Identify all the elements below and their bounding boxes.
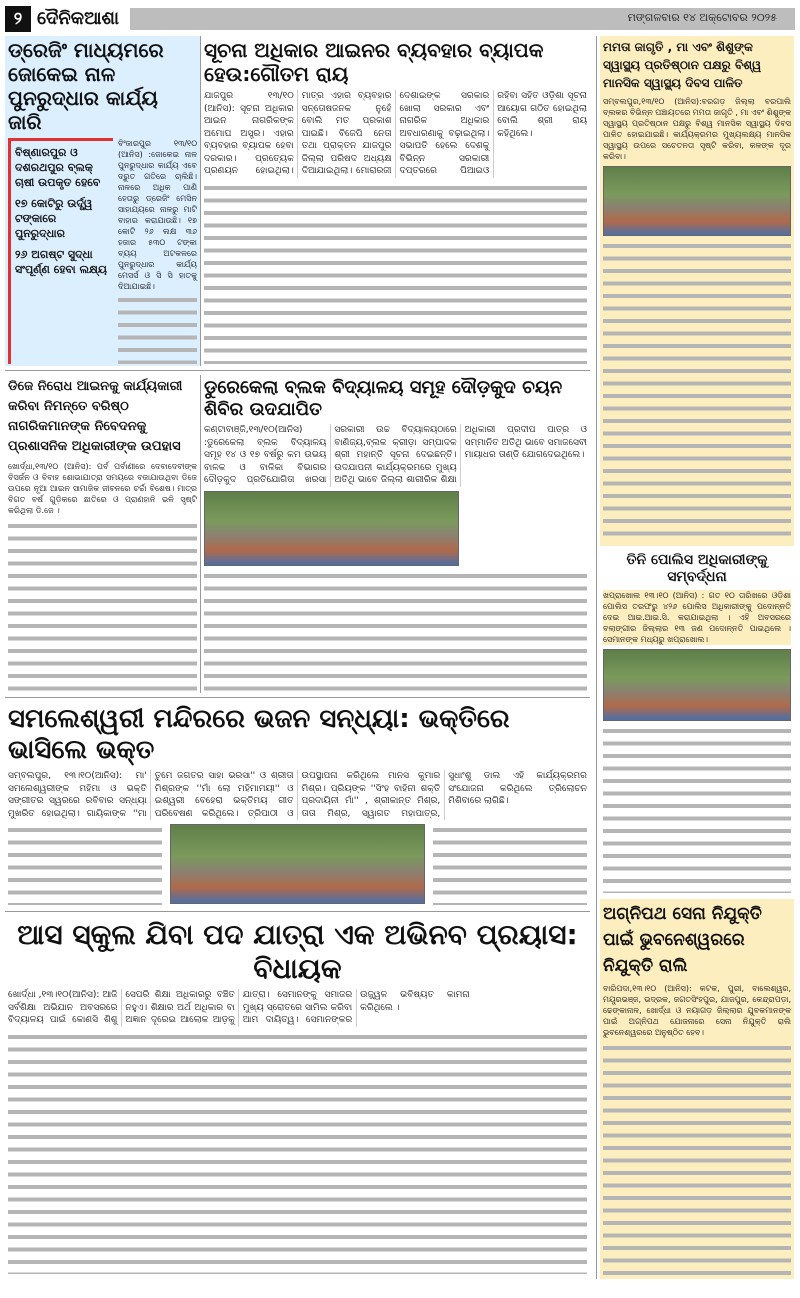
- text-lines-placeholder: [8, 520, 197, 691]
- subhead-2: ୧୭ କୋଟିରୁ ଉର୍ଦ୍ଧ୍ୱ ଟଙ୍କାରେ ପୁନରୁଦ୍ଧାର: [15, 197, 93, 240]
- text-lines-placeholder: [603, 240, 791, 544]
- article-samaleswari: [5, 702, 590, 907]
- article-rti: [200, 36, 590, 366]
- text-lines-placeholder: [433, 824, 587, 905]
- headline: ଆସ ସ୍କୁଲ ଯିବା ପଦ ଯାତ୍ରା ଏକ ଅଭିନବ ପ୍ରୟାସ: ବିଧାୟକ: [17, 918, 578, 985]
- headline: ତିନି ପୋଲିସ ଅଧିକାରୀଙ୍କୁ ସମ୍ବର୍ଦ୍ଧନା: [626, 552, 768, 585]
- header-bar: [130, 8, 795, 30]
- text-lines-placeholder: [8, 1031, 587, 1274]
- article-body: କଣ୍ଟାବାଞ୍ଜି,୧୩/୧୦(ଆନିସ) :ଡୁରେକେଲା ବ୍ଲକ ବିଦ୍ୟାଳୟ ସମୂହ ୧୪ ଓ ୧୭ ବର୍ଷରୁ କମ ଉଭୟ ବାଳକ ଓ ବାଳିକା ବିଭାଗର ଦୌଡ଼କୁଦ ପ୍ରତିଯୋଗିତା ଖରସା ସରକାରୀ ଉଚ୍ଚ ବିଦ୍ୟାଳୟଠାରେ ବାଣିଜ୍ୟ,ବ୍ଲକ କ୍ରୀଡ଼ା ସମ୍ପାଦକ ଶ୍ରୀ ମହାନ୍ତି ସୂଚନା ଦେଇଛନ୍ତି। ଉଦଯାପନୀ କାର୍ଯ୍ୟକ୍ରମରେ ମୁଖ୍ୟ ଅତିଥି ଭାବେ ଜିଲ୍ଲା ଶାରୀରିକ ଶିକ୍ଷା ଅଧିକାରୀ ପ୍ରଦୀପ ପାତ୍ର ଓ ସମ୍ମାନିତ ଅତିଥି ଭାବେ ସମାଜସେବୀ ମାୟାଧର ତାଣ୍ଡି ଯୋଗଦେଇଥିଲେ।: [204, 425, 587, 486]
- headline: ଡିଜେ ନିରୋଧ ଆଇନକୁ କାର୍ଯ୍ୟକାରୀ କରିବା ନିମନ୍ତେ ବରିଷ୍ଠ ନାଗରିକମାନଙ୍କ ନିବେଦନକୁ ପ୍ରଶାସନିକ ଅଧିକାରୀଙ୍କ ଉପହାସ: [8, 379, 183, 454]
- article-body: ସମ୍ବଲପୁର,୧୩/୧୦ (ଆନିସ):ବରଗଡ଼ ଜିଲ୍ଲା ବରପାଲି ବ୍ଲକର ବିଭିନ୍ନ ପଞ୍ଚାୟତରେ ମମତା ଜାଗୃତି , ମା ଏବଂ ଶିଶୁଙ୍କ ସ୍ୱାସ୍ଥ୍ୟ ପ୍ରତିଷ୍ଠାନ ପକ୍ଷରୁ ବିଶ୍ୱ ମାନସିକ ସ୍ୱାସ୍ଥ୍ୟ ଦିବସ ପାଳିତ ହୋଇଯାଇଛି। କାର୍ଯ୍ୟକ୍ରମର ମୁଖ୍ୟଲକ୍ଷ୍ୟ ମାନସିକ ସ୍ୱାସ୍ଥ୍ୟ ଉପରେ ସଚେତନତା ସୃଷ୍ଟି କରିବା, କଳଙ୍କ ଦୂର କରିବା।: [603, 97, 791, 161]
- article-photo: [170, 824, 425, 904]
- headline: ଡ୍ରେଜିଂ ମାଧ୍ୟମରେ ଜୋକେଇ ନାଳ ପୁନରୁଦ୍ଧାର କାର୍ଯ୍ୟ ଜାରି: [8, 38, 164, 134]
- headline: ମମତା ଜାଗୃତି , ମା ଏବଂ ଶିଶୁଙ୍କ ସ୍ୱାସ୍ଥ୍ୟ ପ୍ରତିଷ୍ଠାନ ପକ୍ଷରୁ ବିଶ୍ୱ ମାନସିକ ସ୍ୱାସ୍ଥ୍ୟ ଦିବସ ପାଳିତ: [603, 40, 762, 90]
- page-number: ୨: [5, 6, 31, 32]
- text-lines-placeholder: [8, 824, 162, 905]
- text-lines-placeholder: [204, 570, 587, 691]
- newspaper-logo: ଦୈନିକଆଶା: [37, 8, 120, 29]
- subhead-3: ୨୬ ଅଗଷ୍ଟ ସୁଦ୍ଧା ସଂପୂର୍ଣ୍ଣ ହେବା ଲକ୍ଷ୍ୟ: [15, 248, 107, 276]
- article-body: ଖପ୍ରାଖୋଲ ୧୩।୧୦ (ଆନିସ) : ଗତ ୧୦ ତାରିଖରେ ଓଡ଼ିଶା ପୋଲିସ ତରଫରୁ ୪୨୬ ପୋଲିସ ଅଧିକାରୀଙ୍କୁ ପଦୋନ୍ନତି ଦେଇ ଆଇ.ଆଇ.ସି. କରାଯାଇଥିଲା । ଏହି ଅବସରରେ ବଲାଙ୍ଗୀର ଜିଲ୍ଲାର ୧୩ ଜଣ ପଦୋନ୍ନତି ପାଇଥିଲେ । ସେମାନଙ୍କ ମଧ୍ୟରୁ ଖପ୍ରାଖୋଲ।: [603, 590, 791, 644]
- divider: [5, 370, 590, 371]
- text-lines-placeholder: [603, 725, 791, 893]
- divider: [5, 911, 590, 912]
- article-body: ସମ୍ବଲପୁର, ୧୩।୧୦(ଆନିସ): ମା' ସମଲେଶ୍ୱରୀଙ୍କ ମହିମା ଓ ଭକ୍ତି ସଙ୍ଗୀତର ସ୍ୱରରେ ରବିବାର ସନ୍ଧ୍ୟା ମୁଖରିତ ହୋଇଥିଲା। ଗାୟିକାଙ୍କ ''ମା ତୁମେ ଜଗତର ସାହା ଭରସା'' ଓ ଶ୍ରୀତା ମିଶ୍ରଙ୍କ ''ମାଁ ଲୋ ମହିମାମୟୀ'' ଓ ଇଶ୍ୱରୀ ବେହେରା ଭକ୍ତିମୟ ଗୀତ ପରିବେଷଣ କରିଥିଲେ। ତ୍ରିପାଠୀ ଓ ଉପସ୍ଥାପନା କରିଥିଲେ ମାନସ କୁମାର ମିଶ୍ର। ପ୍ରିୟଙ୍କ ''ସିଂହ ବାହିନୀ ଶକ୍ତି ପ୍ରଦାୟିନୀ ମାଁ'' , ଶ୍ରୀକାନ୍ତ ମିଶ୍ର, ତାତା ମିଶ୍ର, ସ୍ୱାଗତ ମହାପାତ୍ର, ସୁଧାଂଶୁ ଡାଲ ଏହି କାର୍ଯ୍ୟକ୍ରମର ସଂଯୋଜନା କରିଥିଲେ ତ୍ରିଲୋଚନ ମିଶିବାରେ ଲାଗିଛି।: [8, 771, 587, 819]
- article-photo: [204, 491, 459, 566]
- article-school: [5, 916, 590, 1276]
- article-mamata: [600, 36, 794, 546]
- article-durekela: [200, 375, 590, 693]
- subhead-1: ବିଷ୍ଣାରପୁର ଓ ଦଶରଥପୁର ବ୍ଲକ୍ ଚାଷୀ ଉପକୃତ ହେବେ: [15, 146, 101, 189]
- divider: [5, 697, 590, 698]
- headline: ଡୁରେକେଲା ବ୍ଲକ ବିଦ୍ୟାଳୟ ସମୂହ ଦୌଡ଼କୁଦ ଚୟନ ଶିବିର ଉଦଯାପିତ: [204, 377, 563, 420]
- issue-date: ମଙ୍ଗଳବାର ୧୪ ଅକ୍ଟୋବର ୨୦୨୫: [627, 11, 777, 24]
- headline: ସମଲେଶ୍ୱରୀ ମନ୍ଦିରରେ ଭଜନ ସନ୍ଧ୍ୟା: ଭକ୍ତିରେ ଭାସିଲେ ଭକ୍ତ: [8, 704, 510, 766]
- page-header: [5, 6, 795, 32]
- article-body: ଖୋର୍ଦ୍ଧା,୧୩/୧୦ (ଆନିସ): ପର୍ବ ପର୍ବାଣୀରେ ଦେବାଦେବୀଙ୍କ ବିସର୍ଜନ ଓ ବିବାହ ଶୋଭାଯାତ୍ରା ସମୟରେ ବଜାଯାଉଥିବା ଡିଜେ ଉପରେ ନୂଆ ଆଇନ ସାମାଜିକ ଜୀବନରେ ଚର୍ଚ୍ଚା ବିଶେଷ। ମାତ୍ର ବିଗତ ବର୍ଷ ଗୁଡ଼ିକରେ ଛାତିରେ ଓ ପ୍ରାଣହାନି ଭଳି ସୃଷ୍ଟି କରିଥିଲା ଡି.ଜେ ।: [8, 462, 197, 515]
- text-lines-placeholder: [118, 294, 197, 364]
- article-body: ବାରିପଦା,୧୩।୧୦ (ଆନିସ): କଟକ, ପୁରୀ, ବାଲେଶ୍ୱର, ମୟୂରଭଞ୍ଜ, ଭଦ୍ରକ, ଜଗତସିଂହପୁର, ଯାଜପୁର, କେନ୍ଦ୍ରାପଡ଼ା, ଢେଙ୍କାନାଳ, ଖୋର୍ଦ୍ଧା ଓ ନୟାଗଡ଼ ଜିଲ୍ଲାର ଯୁବକମାନଙ୍କ ପାଇଁ ଅଗ୍ନିପଥ ଯୋଜନାରେ ସେନା ନିଯୁକ୍ତି ରାଲି ଭୁବନେଶ୍ୱରରେ ଅନୁଷ୍ଠିତ ହେବ।: [603, 984, 791, 1037]
- article-agnipath: [600, 899, 794, 1279]
- headline: ଅଗ୍ନିପଥ ସେନା ନିଯୁକ୍ତି ପାଇଁ ଭୁବନେଶ୍ୱରରେ ନିଯୁକ୍ତି ରାଲି: [603, 904, 762, 976]
- article-dj: [5, 375, 200, 693]
- subhead-box: [8, 138, 113, 364]
- article-body: ଖୋର୍ଦ୍ଧା ,୧୩।୧୦(ଆନିସ): ଆଜି ସର୍ବଶିକ୍ଷା ଅଭିଯାନ ଅବସରରେ ବିଦ୍ୟାଳୟ ପାଇଁ କୋଣସି ଶିଶୁ ସେପରି ଶିକ୍ଷା ଅଧିକାରରୁ ବଞ୍ଚିତ ନହୁଏ। ଶିକ୍ଷାର ଅର୍ଥ ଅଧିକାର ବା ଅଜ୍ଞାନ ଦୂରେଇ ଆଲୋକ ଆଡ଼କୁ ଯାତ୍ରା। ସେମାନଙ୍କୁ ସମାଜର ମୁଖ୍ୟ ସ୍ରୋତରେ ସାମିଲ କରିବା ଆମ ଦାୟିତ୍ୱ। ସେମାନଙ୍କର ଉଜ୍ଜ୍ୱଳ ଭବିଷ୍ୟତ କାମନା କରିଥିଲେ ।: [8, 990, 470, 1026]
- article-body: ବିଂଜାରପୁର ୧୩/୧୦ (ଆନିସ) :ଜୋକେଇ ନାଳ ପୁନରୁଦ୍ଧାର କାର୍ଯ୍ୟ ଏବେ ଦ୍ରୁତ ଗତିରେ ଚାଲିଛି। ନାଳରେ ଅଧିକ ପାଣି ହେତାରୁ ଡ୍ରେଜିଂ ମେସିନ ସାହାଯ୍ୟରେ ନାଳରୁ ମାଟି ବାହାର କରାଯାଉଛି। ୧୭ କୋଟି ୨୬ ଲକ୍ଷ ୩୬ ହଜାର ୫୩୦ ଟଙ୍କା ବ୍ୟୟ ଅଟକଳରେ ପୁନରୁଦ୍ଧାର କାର୍ଯ୍ୟ ମେସର୍ସ ଓ ସି ସି ହାତକୁ ଦିଆଯାଇଛି।: [118, 139, 197, 291]
- headline: ସୂଚନା ଅଧିକାର ଆଇନର ବ୍ୟବହାର ବ୍ୟାପକ ହେଉ:ଗୌତମ ରାୟ: [204, 38, 544, 86]
- article-photo: [603, 166, 791, 236]
- text-lines-placeholder: [603, 1042, 791, 1277]
- article-body: ଯାଜପୁର ୧୩/୧୦ (ଆନିସ): ସୂଚନା ଅଧିକାର ଆଇନ ନାଗରିକଙ୍କ ଅମୋଘ ଅସ୍ତ୍ର। ଏହାର ବ୍ୟବହାର ବ୍ୟାପକ ହେବା ଦରକାର। ପ୍ରତ୍ୟେକ ପ୍ରଣୟନ ହୋଇଥିଲା। ମାତ୍ର ଏହାର ବ୍ୟବହାର ସନ୍ତୋଷଜନକ ନୁହେଁ ବୋଲି ମତ ପ୍ରକାଶ ପାଇଛି। ବିଜେପି ନେତା ତଥା ପ୍ରାକ୍ତନ ଯାଜପୁର ଜିଲ୍ଲା ପରିଷଦ ଅଧ୍ୟକ୍ଷ ଦିଆଯାଇଥିଲା। ମୋରାରଜୀ ଦେଶାଇଙ୍କ ସରକାର ଖୋଲା ସରକାର ଏବଂ ନାଗରିକ ଅଧିକାର ଅବଧାରଣାକୁ ବଢ଼ାଇଥିଲା। ସଭାପତି ହେଲେ ଦେଶକୁ ବିଭିନ୍ନ ସରକାରୀ ଦପ୍ତରରେ ପିଆଇଓ ରହିବା ସହିତ ଓଡ଼ିଶା ସୂଚନା ଆୟୋଗ ଗଠିତ ହୋଇଥିଲା ବୋଲି ଶ୍ରୀ ରାୟ କହିଥିଲେ।: [204, 91, 587, 176]
- text-lines-placeholder: [204, 182, 587, 365]
- article-dredging: [5, 36, 200, 366]
- article-photo: [603, 649, 791, 721]
- article-police: [600, 550, 794, 895]
